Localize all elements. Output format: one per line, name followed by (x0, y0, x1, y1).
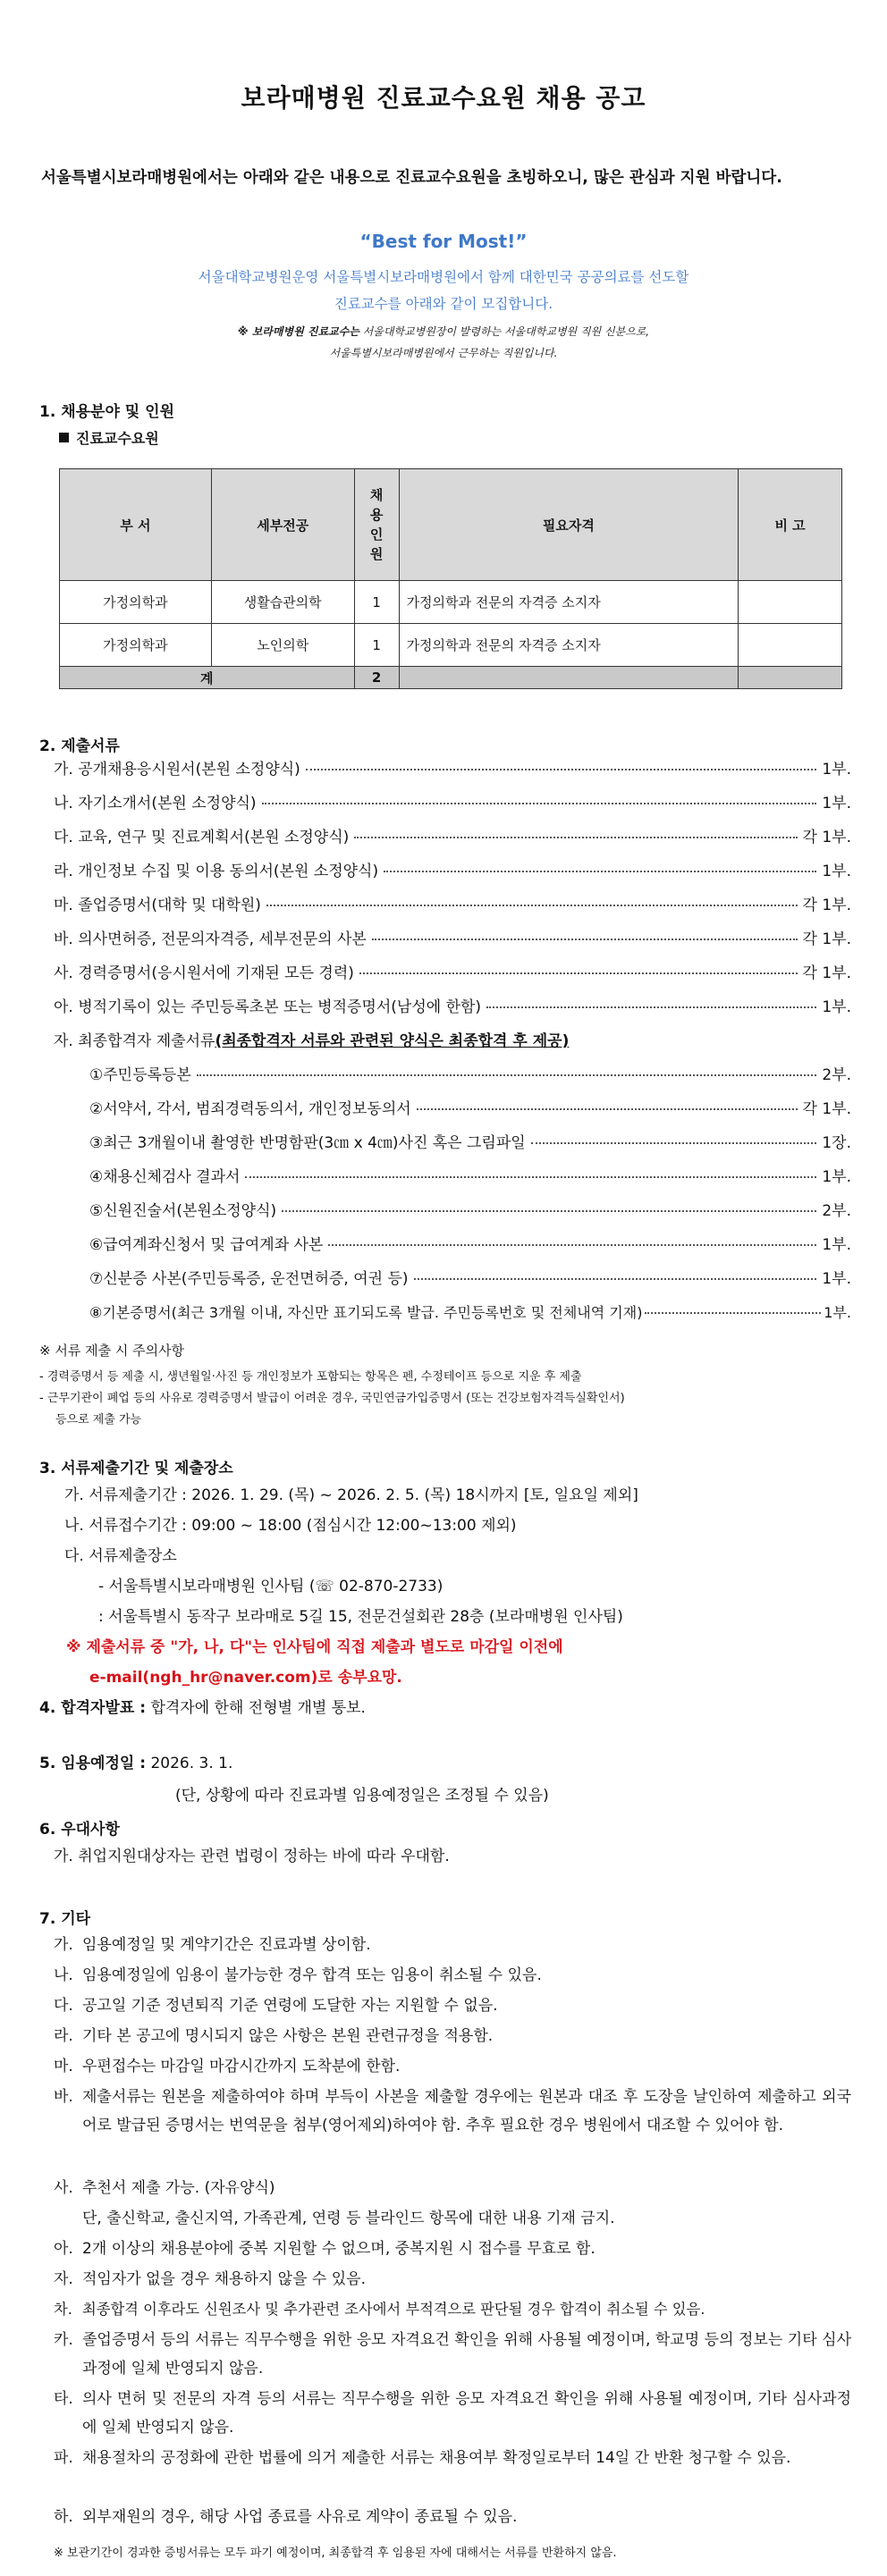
section-3-heading: 3. 서류제출기간 및 제출장소 (39, 1460, 233, 1477)
list-item: 파. 채용절차의 공정화에 관한 법률에 의거 제출한 서류는 채용여부 확정일로부터 14일 간 반환 청구할 수 있음. (54, 2449, 791, 2467)
blue-line-1: 서울대학교병원운영 서울특별시보라매병원에서 함께 대한민국 공공의료를 선도할 (198, 269, 689, 285)
list-item: 아. 병적기록이 있는 주민등록초본 또는 병적증명서(남성에 한함) 1부. (54, 998, 851, 1016)
section-4-text: 합격자에 한해 전형별 개별 통보. (146, 1699, 366, 1717)
list-item: 카. 졸업증명서 등의 서류는 직무수행을 위한 응모 자격요건 확인을 위해 사용될 예정이며, 학교명 등의 정보는 기타 심사과정에 일체 반영되지 않음. (54, 2331, 851, 2378)
list-item: 아. 2개 이상의 채용분야에 중복 지원할 수 없으며, 중복지원 시 접수를 무효로 함. (54, 2240, 596, 2258)
page-title: 보라매병원 진료교수요원 채용 공고 (241, 83, 646, 113)
cell-req: 가정의학과 전문의 자격증 소지자 (399, 624, 739, 667)
header-note: 비 고 (739, 469, 842, 581)
cell-spec: 생활습관의학 (211, 581, 354, 624)
table-total-row (60, 667, 842, 689)
section-5-heading: 5. 임용예정일 : (39, 1755, 147, 1772)
list-item: 가. 공개채용응시원서(본원 소정양식) 1부. (54, 761, 851, 779)
final-docs-heading: 자. 최종합격자 제출서류 (최종합격자 서류와 관련된 양식은 최종합격 후 제공) (54, 1032, 570, 1050)
list-item: 하. 외부재원의 경우, 해당 사업 종료를 사유로 계약이 종료될 수 있음. (54, 2508, 518, 2526)
section-1-heading: 1. 채용분야 및 인원 (39, 403, 174, 421)
cell-count: 1 (354, 581, 399, 624)
list-item: 단, 출신학교, 출신지역, 가족관계, 연령 등 블라인드 항목에 대한 내용 기재 금지. (82, 2210, 615, 2227)
section-1-sub (59, 427, 159, 448)
list-item: ②서약서, 각서, 범죄경력동의서, 개인정보동의서 각 1부. (89, 1100, 851, 1118)
list-item: 차. 최종합격 이후라도 신원조사 및 추가관련 조사에서 부적격으로 판단될 경우 합격이 취소될 수 있음. (54, 2301, 705, 2318)
cell-dept: 가정의학과 (60, 624, 212, 667)
list-item: 바. 제출서류는 원본을 제출하여야 하며 부득이 사본을 제출할 경우에는 원본과 대조 후 도장을 날인하여 제출하고 외국어로 발급된 증명서는 번역문을 첨부(영어제외)하여야 함. 추후 필요한 경우 병원에서 대조할 수 있어야 함. (54, 2088, 851, 2134)
section-5 (39, 1750, 232, 1777)
list-item: 타. 의사 면허 및 전문의 자격 등의 서류는 직무수행을 위한 응모 자격요건 확인을 위해 사용될 예정이며, 기타 심사과정에 일체 반영되지 않음. (54, 2390, 851, 2437)
list-item: ④채용신체검사 결과서 1부. (89, 1168, 851, 1186)
red-notice-2: e-mail(ngh_hr@naver.com)로 송부요망. (89, 1669, 402, 1687)
status-note-1 (0, 324, 887, 339)
cell-spec: 노인의학 (211, 624, 354, 667)
list-item: 마. 졸업증명서(대학 및 대학원) 각 1부. (54, 897, 851, 914)
cell-req: 가정의학과 전문의 자격증 소지자 (399, 581, 739, 624)
table-header-row (60, 469, 842, 581)
cell-count: 1 (354, 624, 399, 667)
section-5-text: 2026. 3. 1. (146, 1755, 233, 1772)
status-note-2: 서울특별시보라매병원에서 근무하는 직원입니다. (329, 347, 558, 359)
cell-dept: 가정의학과 (60, 581, 212, 624)
section-1-sub-label: 진료교수요원 (76, 430, 159, 447)
list-item: 나. 자기소개서(본원 소정양식) 1부. (54, 795, 851, 812)
section-5-note: (단, 상황에 따라 진료과별 임용예정일은 조정될 수 있음) (175, 1787, 549, 1805)
list-item: 다. 공고일 기준 정년퇴직 기준 연령에 도달한 자는 지원할 수 없음. (54, 1997, 498, 2015)
list-item: ⑧기본증명서(최근 3개월 이내, 자신만 표기되도록 발급. 주민등록번호 및 전체내역 기재) 1부. (89, 1304, 851, 1321)
header-count: 채 용 인 원 (354, 469, 399, 581)
footnote: ※ 보관기간이 경과한 증빙서류는 모두 파기 예정이며, 최종합격 후 임용된 자에 대해서는 서류를 반환하지 않음. (54, 2547, 617, 2560)
square-bullet-icon (59, 433, 69, 442)
header-dept: 부 서 (60, 469, 212, 581)
note-prefix: ※ 보라매병원 진료교수는 (237, 325, 359, 338)
submission-place-1: - 서울특별시보라매병원 인사팀 (☏ 02-870-2733) (98, 1578, 444, 1595)
section-6-heading: 6. 우대사항 (39, 1821, 120, 1839)
list-item: 다. 교육, 연구 및 진료계획서(본원 소정양식) 각 1부. (54, 829, 851, 846)
list-item: 자. 적임자가 없을 경우 채용하지 않을 수 있음. (54, 2270, 367, 2288)
slogan: “Best for Most!” (359, 231, 528, 252)
cell-note (739, 581, 842, 624)
list-item: 마. 우편접수는 마감일 마감시간까지 도착분에 한함. (54, 2058, 401, 2075)
header-spec: 세부전공 (211, 469, 354, 581)
section-4-heading: 4. 합격자발표 : (39, 1699, 147, 1717)
caution-line-1: - 경력증명서 등 제출 시, 생년월일·사진 등 개인정보가 포함되는 항목은 펜, 수정테이프 등으로 지운 후 제출 (39, 1370, 582, 1384)
cell-note (739, 624, 842, 667)
caution-title: ※ 서류 제출 시 주의사항 (39, 1343, 185, 1359)
section-7-heading: 7. 기타 (39, 1910, 91, 1928)
list-item: 라. 기타 본 공고에 명시되지 않은 사항은 본원 관련규정을 적용함. (54, 2027, 494, 2045)
caution-line-3: 등으로 제출 가능 (55, 1413, 142, 1427)
note-line-1: 서울대학교병원장이 발령하는 서울대학교병원 직원 신분으로, (362, 325, 650, 338)
list-item: ⑤신원진술서(본원소정양식) 2부. (89, 1202, 851, 1220)
total-count: 2 (354, 667, 399, 689)
submission-place: 다. 서류제출장소 (64, 1547, 177, 1565)
table-row (60, 624, 842, 667)
list-item: 나. 임용예정일에 임용이 불가능한 경우 합격 또는 임용이 취소될 수 있음. (54, 1966, 542, 1984)
list-item: ③최근 3개월이내 촬영한 반명함판(3㎝ x 4㎝)사진 혹은 그림파일 1장. (89, 1134, 851, 1152)
submission-hours: 나. 서류접수기간 : 09:00 ~ 18:00 (점심시간 12:00~13:00 제외) (64, 1517, 517, 1535)
roles-table (59, 468, 842, 689)
submission-place-2: : 서울특별시 동작구 보라매로 5길 15, 전문건설회관 28층 (보라매병원 인사팀) (98, 1608, 623, 1626)
table-row (60, 581, 842, 624)
red-notice-1: ※ 제출서류 중 "가, 나, 다"는 인사팀에 직접 제출과 별도로 마감일 이전에 (66, 1638, 563, 1656)
list-item: ⑥급여계좌신청서 및 급여계좌 사본 1부. (89, 1236, 851, 1254)
caution-line-2: - 근무기관이 폐업 등의 사유로 경력증명서 발급이 어려운 경우, 국민연금가입증명서 (또는 건강보험자격득실확인서) (39, 1392, 625, 1405)
section-4 (39, 1695, 366, 1722)
header-req: 필요자격 (399, 469, 739, 581)
submission-period: 가. 서류제출기간 : 2026. 1. 29. (목) ~ 2026. 2. 5. (목) 18시까지 [토, 일요일 제외] (64, 1486, 638, 1504)
list-item: ⑦신분증 사본(주민등록증, 운전면허증, 여권 등) 1부. (89, 1270, 851, 1288)
list-item: ①주민등록등본 2부. (89, 1066, 851, 1084)
blue-line-2: 진료교수를 아래와 같이 모집합니다. (334, 296, 553, 312)
list-item: 사. 추천서 제출 가능. (자유양식) (54, 2179, 275, 2197)
list-item: 라. 개인정보 수집 및 이용 동의서(본원 소정양식) 1부. (54, 863, 851, 880)
list-item: 바. 의사면허증, 전문의자격증, 세부전문의 사본 각 1부. (54, 930, 851, 948)
intro-text: 서울특별시보라매병원에서는 아래와 같은 내용으로 진료교수요원을 초빙하오니, 많은 관심과 지원 바랍니다. (41, 169, 782, 187)
list-item: 사. 경력증명서(응시원서에 기재된 모든 경력) 각 1부. (54, 964, 851, 982)
total-label: 계 (60, 667, 355, 689)
section-2-heading: 2. 제출서류 (39, 737, 120, 755)
section-6-text: 가. 취업지원대상자는 관련 법령이 정하는 바에 따라 우대함. (54, 1848, 450, 1865)
list-item: 가. 임용예정일 및 계약기간은 진료과별 상이함. (54, 1936, 371, 1954)
